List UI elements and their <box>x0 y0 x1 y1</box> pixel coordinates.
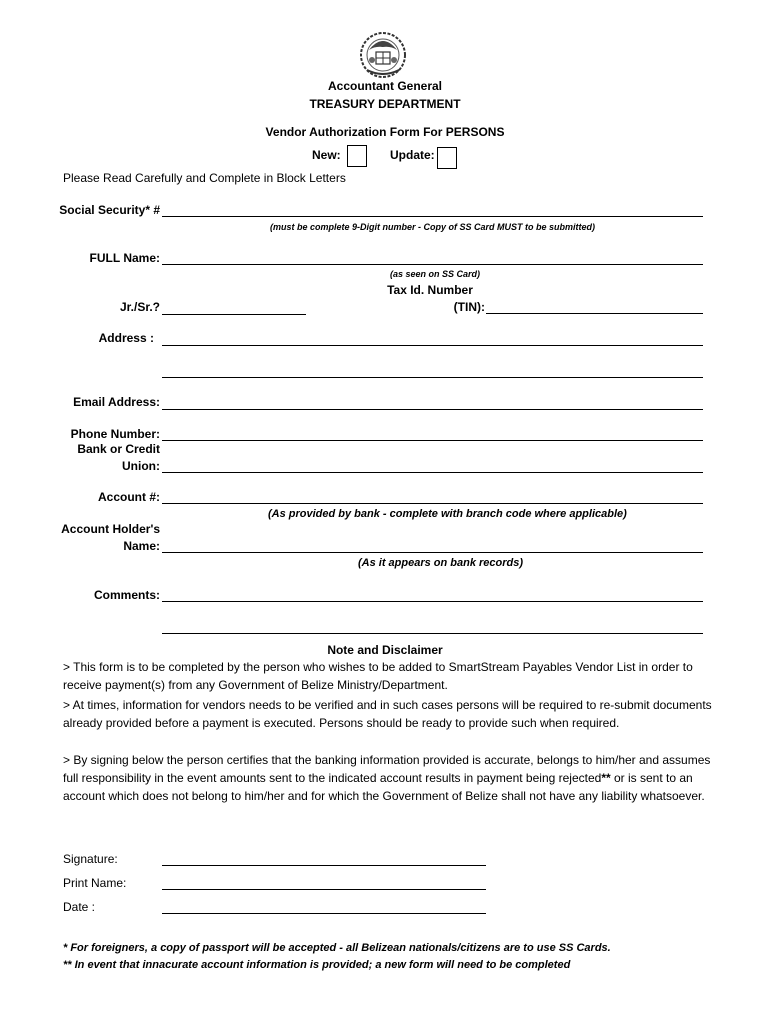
footnote-1: * For foreigners, a copy of passport will be accepted - all Belizean nationals/citizens are to use SS Cards. <box>63 942 611 954</box>
disclaimer-double-asterisk: ** <box>601 771 611 785</box>
email-field[interactable] <box>162 409 703 410</box>
signature-field[interactable] <box>162 865 486 866</box>
office-title: Accountant General <box>327 79 443 93</box>
disclaimer-paragraph-1: > This form is to be completed by the person who wishes to be added to SmartStream Payables Vendor List in order to receive payment(s) from any Government of Belize Ministry/Department. <box>63 660 693 692</box>
holder-label-line-2: Name: <box>123 539 160 553</box>
comments-label: Comments: <box>93 588 160 602</box>
disclaimer-paragraph-3-part-2: or is sent to an account which does not belong to him/her and for which the Government of Belize shall not have any liability whatsoever. <box>63 771 705 803</box>
new-label: New: <box>312 148 341 162</box>
bank-label-line-1: Bank or Credit <box>77 442 160 456</box>
comments-field-line-1[interactable] <box>162 601 703 602</box>
footnote-2: ** In event that innacurate account information is provided; a new form will need to be completed <box>63 959 571 971</box>
phone-label: Phone Number: <box>70 427 160 441</box>
social-security-label: Social Security* # <box>59 203 160 217</box>
print-name-label: Print Name: <box>63 876 127 890</box>
disclaimer-title: Note and Disclaimer <box>327 643 443 657</box>
coat-of-arms-seal <box>355 30 411 80</box>
address-label: Address : <box>98 331 154 345</box>
phone-field[interactable] <box>162 440 703 441</box>
address-field-line-2[interactable] <box>162 377 703 378</box>
disclaimer-paragraph-3-part-1: > By signing below the person certifies that the banking information provided is accurate, belongs to him/her and assumes full responsibility in the event amounts sent to the indicated account results in payment being rejected <box>63 753 711 785</box>
disclaimer-paragraph-2: > At times, information for vendors needs to be verified and in such cases persons will be required to re-submit documents already provided before a payment is executed. Persons should be ready to provide such when required. <box>63 698 712 730</box>
full-name-field[interactable] <box>162 264 703 265</box>
social-security-hint: (must be complete 9-Digit number - Copy of SS Card MUST to be submitted) <box>270 222 596 232</box>
holder-hint: (As it appears on bank records) <box>358 557 524 569</box>
tax-id-label: Tax Id. Number <box>387 283 473 297</box>
email-label: Email Address: <box>73 395 160 409</box>
update-label: Update: <box>390 148 435 162</box>
tin-label: (TIN): <box>453 300 485 314</box>
tin-field[interactable] <box>486 313 703 314</box>
update-checkbox[interactable] <box>437 147 457 169</box>
holder-field[interactable] <box>162 552 703 553</box>
account-field[interactable] <box>162 503 703 504</box>
social-security-field[interactable] <box>162 216 703 217</box>
new-checkbox[interactable] <box>347 145 367 167</box>
full-name-label: FULL Name: <box>89 251 160 265</box>
account-label: Account #: <box>97 490 160 504</box>
address-field-line-1[interactable] <box>162 345 703 346</box>
bank-field[interactable] <box>162 472 703 473</box>
date-label: Date : <box>63 900 96 914</box>
jr-sr-label: Jr./Sr.? <box>119 300 160 314</box>
full-name-hint: (as seen on SS Card) <box>390 269 481 279</box>
account-hint: (As provided by bank - complete with branch code where applicable) <box>268 508 627 520</box>
instructions-text: Please Read Carefully and Complete in Block Letters <box>63 171 346 185</box>
date-field[interactable] <box>162 913 486 914</box>
signature-label: Signature: <box>63 852 118 866</box>
print-name-field[interactable] <box>162 889 486 890</box>
holder-label-line-1: Account Holder's <box>61 522 160 536</box>
comments-field-line-2[interactable] <box>162 633 703 634</box>
disclaimer-paragraph-3 <box>63 751 713 805</box>
bank-label-line-2: Union: <box>122 459 160 473</box>
jr-sr-field[interactable] <box>162 314 306 315</box>
form-title: Vendor Authorization Form For PERSONS <box>265 125 505 139</box>
department-title: TREASURY DEPARTMENT <box>309 97 461 111</box>
